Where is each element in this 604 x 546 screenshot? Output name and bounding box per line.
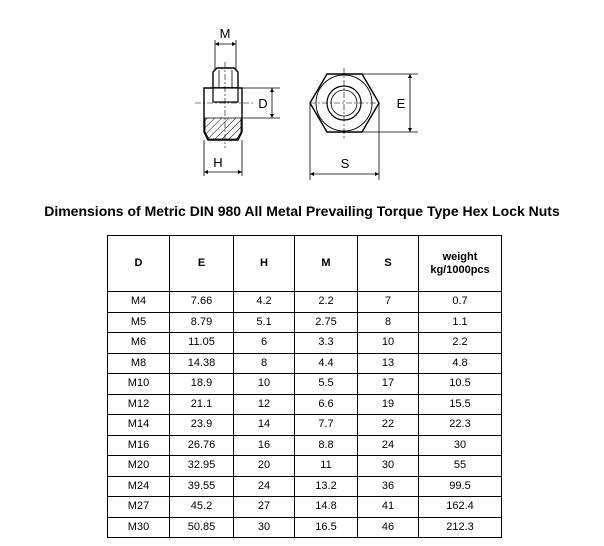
column-header: weight kg/1000pcs — [419, 236, 502, 292]
table-cell: 55 — [419, 456, 502, 477]
table-cell: M20 — [108, 456, 170, 477]
nut-technical-drawing — [0, 0, 604, 200]
table-cell: M24 — [108, 476, 170, 497]
table-cell: 13.2 — [295, 476, 358, 497]
table-cell: 7.7 — [295, 415, 358, 436]
h-dimension-label: H — [213, 155, 223, 170]
table-row — [108, 497, 502, 518]
table-cell: 22.3 — [419, 415, 502, 436]
table-row — [108, 456, 502, 477]
table-row — [108, 353, 502, 374]
table-cell: 21.1 — [170, 394, 234, 415]
table-row — [108, 517, 502, 538]
table-cell: 5.1 — [234, 312, 295, 333]
column-header: S — [358, 236, 419, 292]
table-cell: 15.5 — [419, 394, 502, 415]
table-cell: 4.8 — [419, 353, 502, 374]
table-cell: M27 — [108, 497, 170, 518]
e-dimension-label: E — [396, 96, 406, 111]
table-cell: 20 — [234, 456, 295, 477]
table-cell: 4.2 — [234, 292, 295, 313]
table-cell: 17 — [358, 374, 419, 395]
table-cell: 11 — [295, 456, 358, 477]
table-cell: 7.66 — [170, 292, 234, 313]
table-cell: 8.8 — [295, 435, 358, 456]
table-cell: M10 — [108, 374, 170, 395]
table-cell: M4 — [108, 292, 170, 313]
table-cell: 3.3 — [295, 333, 358, 354]
table-cell: 2.2 — [295, 292, 358, 313]
header-row — [108, 236, 502, 292]
table-row — [108, 333, 502, 354]
m-dimension-label: M — [219, 26, 231, 41]
table-cell: 0.7 — [419, 292, 502, 313]
table-cell: 27 — [234, 497, 295, 518]
table-cell: 30 — [234, 517, 295, 538]
table-cell: 10 — [234, 374, 295, 395]
table-cell: M16 — [108, 435, 170, 456]
table-cell: 16 — [234, 435, 295, 456]
table-cell: 32.95 — [170, 456, 234, 477]
table-row — [108, 374, 502, 395]
table-cell: 8 — [358, 312, 419, 333]
table-cell: 10.5 — [419, 374, 502, 395]
table-cell: 22 — [358, 415, 419, 436]
table-cell: 10 — [358, 333, 419, 354]
table-cell: 16.5 — [295, 517, 358, 538]
table-row — [108, 435, 502, 456]
table-row — [108, 394, 502, 415]
table-cell: 7 — [358, 292, 419, 313]
table-cell: 14 — [234, 415, 295, 436]
table-cell: 13 — [358, 353, 419, 374]
table-cell: 36 — [358, 476, 419, 497]
table-cell: 45.2 — [170, 497, 234, 518]
column-header: M — [295, 236, 358, 292]
table-cell: 162.4 — [419, 497, 502, 518]
table-row — [108, 312, 502, 333]
table-cell: 19 — [358, 394, 419, 415]
table-row — [108, 415, 502, 436]
table-cell: 212.3 — [419, 517, 502, 538]
table-cell: 26.76 — [170, 435, 234, 456]
table-cell: M12 — [108, 394, 170, 415]
front-view — [310, 68, 418, 180]
table-cell: 50.85 — [170, 517, 234, 538]
table-cell: 12 — [234, 394, 295, 415]
page-title: Dimensions of Metric DIN 980 All Metal Prevailing Torque Type Hex Lock Nuts — [44, 203, 560, 219]
table-cell: 11.05 — [170, 333, 234, 354]
table-cell: 23.9 — [170, 415, 234, 436]
table-cell: M8 — [108, 353, 170, 374]
table-cell: 30 — [358, 456, 419, 477]
table-cell: 99.5 — [419, 476, 502, 497]
table-cell: 6 — [234, 333, 295, 354]
table-cell: 8 — [234, 353, 295, 374]
table-cell: 4.4 — [295, 353, 358, 374]
table-cell: 24 — [234, 476, 295, 497]
table-cell: 2.75 — [295, 312, 358, 333]
table-cell: 14.38 — [170, 353, 234, 374]
column-header: D — [108, 236, 170, 292]
table-cell: 46 — [358, 517, 419, 538]
table-cell: 18.9 — [170, 374, 234, 395]
table-cell: M6 — [108, 333, 170, 354]
d-dimension-label: D — [258, 96, 268, 111]
table-cell: 8.79 — [170, 312, 234, 333]
table-cell: 5.5 — [295, 374, 358, 395]
table-cell: M14 — [108, 415, 170, 436]
dimensions-table — [107, 235, 502, 538]
column-header: E — [170, 236, 234, 292]
s-dimension-label: S — [340, 156, 350, 171]
table-cell: M5 — [108, 312, 170, 333]
table-cell: 39.55 — [170, 476, 234, 497]
column-header: H — [234, 236, 295, 292]
table-row — [108, 292, 502, 313]
side-view — [195, 26, 280, 176]
table-cell: 6.6 — [295, 394, 358, 415]
table-cell: 24 — [358, 435, 419, 456]
table-cell: M30 — [108, 517, 170, 538]
table-body — [108, 292, 502, 538]
table-cell: 2.2 — [419, 333, 502, 354]
table-cell: 41 — [358, 497, 419, 518]
table-row — [108, 476, 502, 497]
table-cell: 14.8 — [295, 497, 358, 518]
table-cell: 30 — [419, 435, 502, 456]
table-header — [108, 236, 502, 292]
table-cell: 1.1 — [419, 312, 502, 333]
